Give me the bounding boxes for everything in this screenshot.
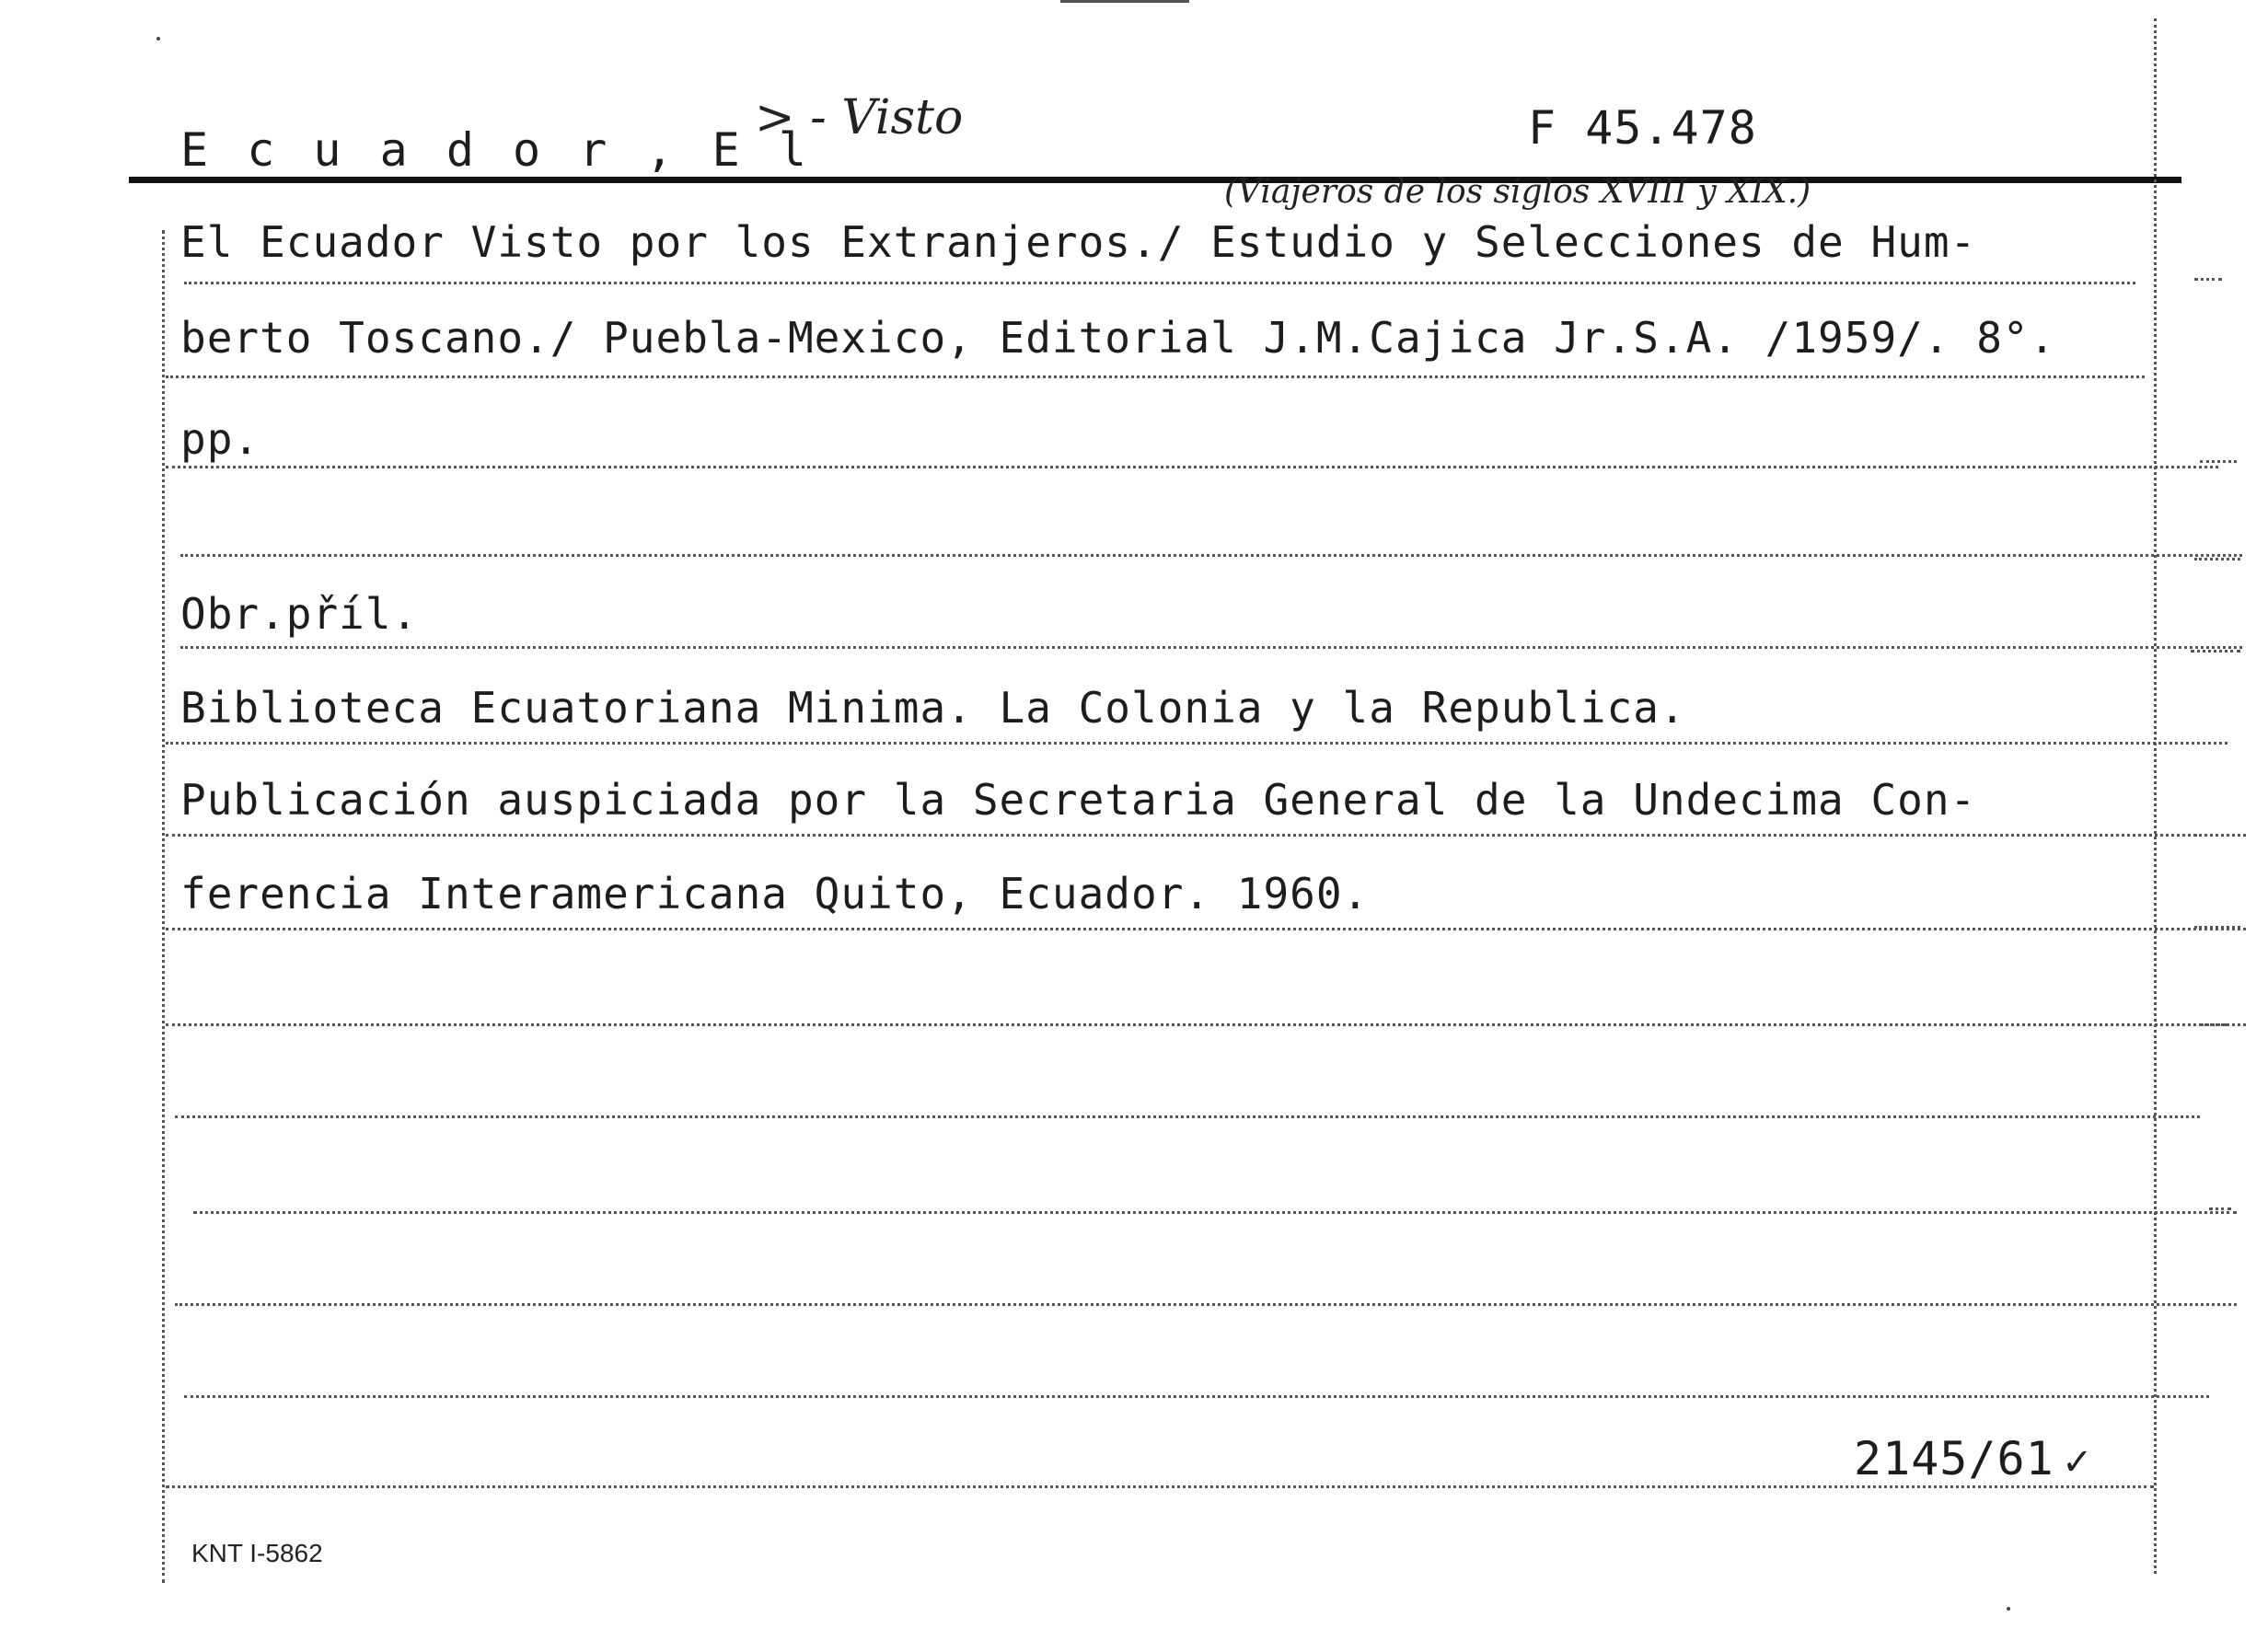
margin-tick bbox=[2200, 1023, 2228, 1026]
check-mark: ✓ bbox=[2062, 1441, 2093, 1484]
note-publication-1: Publicación auspiciada por la Secretaria General de la Undecima Con- bbox=[180, 775, 1977, 825]
margin-tick bbox=[2191, 650, 2240, 653]
heading-title: E c u a d o r , E l bbox=[180, 123, 812, 177]
guide-line bbox=[180, 646, 2242, 649]
guide-line bbox=[166, 1023, 2246, 1026]
left-border bbox=[162, 230, 165, 1583]
stray-dot bbox=[2007, 1607, 2010, 1611]
margin-tick bbox=[2194, 278, 2222, 281]
accession-number: 2145/61 bbox=[1854, 1432, 2054, 1485]
margin-tick bbox=[2194, 926, 2240, 929]
guide-line bbox=[166, 1485, 2154, 1488]
guide-line bbox=[184, 1395, 2209, 1398]
entry-line-3: pp. bbox=[180, 414, 260, 464]
entry-line-1: El Ecuador Visto por los Extranjeros./ Estudio y Selecciones de Hum- bbox=[180, 217, 1977, 267]
handwritten-annotation: (Viajeros de los siglos XVIII y XIX.) bbox=[1224, 173, 1811, 211]
note-publication-2: ferencia Interamericana Quito, Ecuador. 1960. bbox=[180, 869, 1370, 918]
margin-tick bbox=[2194, 558, 2240, 560]
guide-line bbox=[166, 742, 2228, 745]
guide-line bbox=[166, 466, 2218, 468]
note-obr-pril: Obr.příl. bbox=[180, 589, 419, 639]
guide-line bbox=[184, 282, 2135, 284]
margin-tick bbox=[2200, 460, 2237, 463]
footer-code: KNT I-5862 bbox=[191, 1539, 323, 1567]
guide-line bbox=[166, 834, 2246, 837]
entry-line-2: berto Toscano./ Puebla-Mexico, Editorial J.M.Cajica Jr.S.A. /1959/. 8°. bbox=[180, 313, 2056, 363]
top-short-rule bbox=[1060, 0, 1189, 3]
guide-line bbox=[175, 1115, 2200, 1118]
note-series: Biblioteca Ecuatoriana Minima. La Colonia y la Republica. bbox=[180, 683, 1686, 733]
margin-tick bbox=[2194, 834, 2240, 837]
right-border bbox=[2154, 18, 2157, 1574]
heading-handwritten-note: > - Visto bbox=[755, 90, 964, 145]
guide-line bbox=[175, 1303, 2237, 1306]
margin-tick bbox=[2209, 1207, 2231, 1210]
call-number: F 45.478 bbox=[1528, 101, 1757, 155]
heading-rule bbox=[129, 177, 2181, 183]
guide-line bbox=[166, 375, 2145, 378]
guide-line bbox=[193, 1211, 2237, 1214]
stray-dot bbox=[156, 37, 160, 40]
guide-line bbox=[180, 554, 2242, 557]
guide-line bbox=[166, 928, 2246, 930]
